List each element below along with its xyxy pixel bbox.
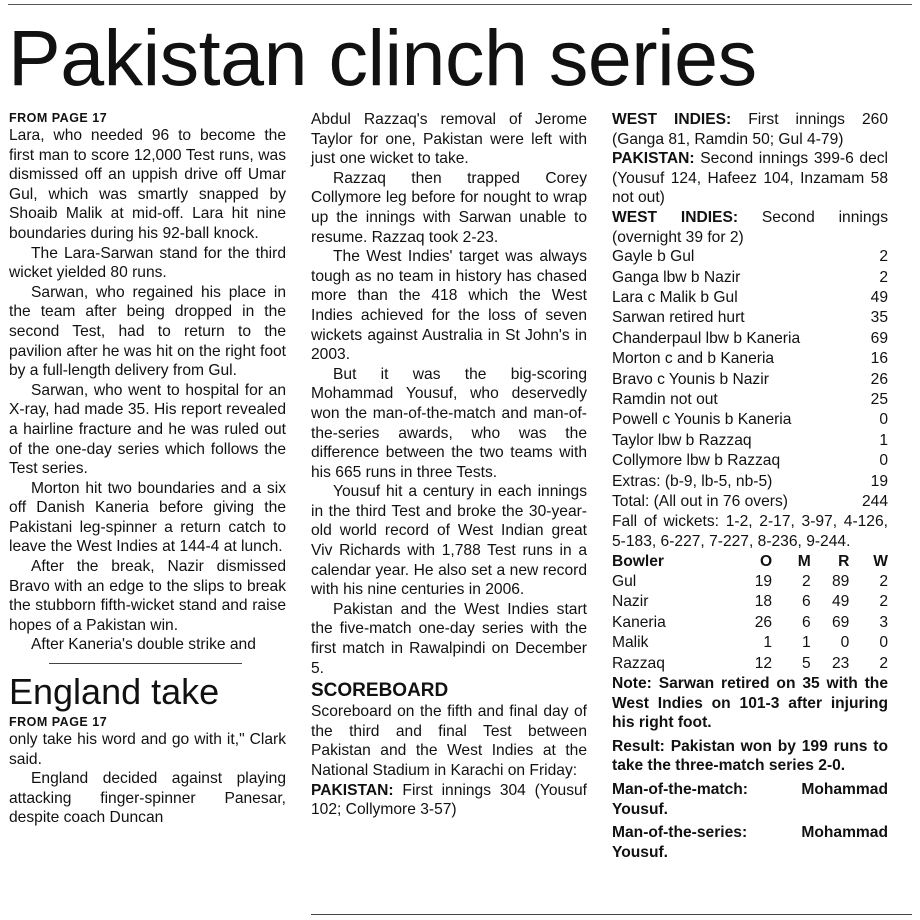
batting-row [612, 247, 888, 267]
column-1 [9, 110, 286, 828]
article-paragraph: Sarwan, who regained his place in the team after being dropped in the second Test, had to return to the pavilion after he was hit on the right foot by a full-length delivery from Gul. [9, 283, 286, 380]
batsman-runs: 26 [870, 370, 888, 388]
batting-row [612, 492, 888, 512]
batsman-dismissal: Ganga lbw b Nazir [612, 268, 741, 286]
batsman-dismissal: Lara c Malik b Gul [612, 288, 738, 306]
headline: Pakistan clinch series [8, 13, 757, 102]
article-paragraph: After Kaneria's double strike and [31, 636, 256, 654]
bowling-figure: 49 [831, 593, 850, 611]
bowler-name: Kaneria [612, 613, 666, 631]
innings-summary: First innings 260 (Ganga 81, Ramdin 50; Gul 4-79) [612, 111, 888, 148]
article-paragraph: England decided against playing attacking finger-spinner Panesar, despite coach Duncan [9, 770, 286, 827]
article-paragraph: The West Indies' target was always tough as no team in history has chased more than the 418 which the West Indies achieved for the loss of seven wickets against Australia in St John's in 2003. [311, 248, 587, 364]
batsman-runs: 25 [870, 391, 888, 408]
bowling-figure: 26 [754, 613, 773, 631]
article-paragraph: Morton hit two boundaries and a six off Danish Kaneria before giving the Pakistani leg-spinner a return catch to leave the West Indies at 144-4 at lunch. [9, 479, 286, 556]
bowler-name: Gul [612, 573, 637, 591]
bowling-figure: 0 [840, 634, 850, 652]
batsman-runs: 16 [870, 350, 888, 368]
batsman-dismissal: Chanderpaul lbw b Kaneria [612, 329, 801, 347]
article-paragraph: Sarwan, who went to hospital for an X-ray, had made 35. His report revealed a hairline fracture and he was ruled out of the one-day series which follows the Test series. [9, 381, 286, 478]
batsman-runs: 2 [879, 268, 888, 286]
batsman-runs: 69 [870, 329, 888, 347]
bowling-figure: 3 [879, 613, 888, 631]
batsman-runs: 49 [870, 288, 888, 306]
bowling-col-header: R [838, 552, 850, 570]
article-paragraph: only take his word and go with it," Clark said. [9, 731, 286, 768]
batting-row [612, 268, 888, 288]
bowling-figure: 2 [879, 654, 888, 672]
batting-row [612, 349, 888, 369]
wi-first-innings [612, 110, 888, 149]
bowling-row [612, 592, 888, 612]
result: Result: Pakistan won by 199 runs to take the three-match series 2-0. [612, 737, 888, 775]
article-paragraph: Pakistan and the West Indies start the five-match one-day series with the first match in Rawalpindi on December 5. [311, 600, 587, 677]
bowling-figure: 19 [754, 573, 773, 591]
note: Note: Sarwan retired on 35 with the West Indies on 101-3 after injuring his right foot. [612, 675, 888, 732]
batsman-dismissal: Ramdin not out [612, 391, 718, 408]
team-label: PAKISTAN: [311, 781, 394, 799]
pak-second-innings [612, 149, 888, 208]
bowling-figure: 2 [879, 593, 888, 611]
batsman-dismissal: Gayle b Gul [612, 248, 695, 266]
batsman-runs: 35 [870, 309, 888, 327]
bowling-figure: 6 [802, 593, 811, 611]
bowling-figure: 2 [802, 573, 811, 591]
wi-second-innings [612, 208, 888, 247]
bowling-row [612, 654, 888, 674]
batting-row [612, 431, 888, 451]
batsman-runs: 0 [879, 411, 888, 429]
bowling-col-header: O [759, 552, 773, 570]
team-label: PAKISTAN: [612, 150, 695, 168]
batsman-dismissal: Bravo c Younis b Nazir [612, 370, 769, 388]
bowling-figure: 6 [802, 613, 811, 631]
article-paragraph: Lara, who needed 96 to become the first man to score 12,000 Test runs, was dismissed off an uppish drive off Umar Gul, which was smartly snapped by Shoaib Malik at mid-off. Lara hit nine boundaries during his 92-ball knock. [9, 127, 286, 242]
column-3 [612, 110, 888, 862]
article-paragraph: Yousuf hit a century in each innings in the third Test and broke the 30-year-old world record of West Indian great Viv Richards with 1,788 Test runs in a calendar year. He also set a new record with his nine centuries in 2006. [311, 483, 587, 599]
batsman-dismissal: Collymore lbw b Razzaq [612, 452, 781, 470]
article-paragraph: Abdul Razzaq's removal of Jerome Taylor for one, Pakistan were left with just one wicket to take. [311, 111, 587, 168]
bowling-figures [612, 552, 888, 674]
man-of-the-match: Man-of-the-match: Mohammad Yousuf. [612, 781, 888, 818]
bowling-figure: 1 [763, 634, 773, 652]
innings-summary: First innings 304 (Yousuf 102; Collymore 3-57) [311, 781, 587, 819]
batting-row [612, 390, 888, 410]
batsman-dismissal: Taylor lbw b Razzaq [612, 431, 752, 449]
innings-summary: Second innings 399-6 decl (Yousuf 124, Hafeez 104, Inzamam 58 not out) [612, 150, 888, 207]
batsman-runs: 244 [861, 493, 888, 511]
bowling-figure: 18 [754, 593, 773, 611]
second-story-headline: England take [9, 671, 220, 713]
bowling-figure: 1 [802, 634, 811, 652]
bowling-figure: 2 [879, 573, 888, 591]
batting-row [612, 308, 888, 328]
bowling-row [612, 633, 888, 653]
article-paragraph: Razzaq then trapped Corey Collymore leg before for nought to wrap up the innings with Sarwan unable to resume. Razzaq took 2-23. [311, 169, 587, 246]
bowler-name: Malik [612, 634, 649, 652]
article-paragraph: But it was the big-scoring Mohammad Yousuf, who deservedly won the man-of-the-match and man-of-the-series awards, who was the difference between the two teams with his 665 runs in three Tests. [311, 365, 587, 481]
batting-row [612, 288, 888, 308]
batsman-runs: 19 [870, 472, 888, 490]
batsman-dismissal: Morton c and b Kaneria [612, 350, 775, 368]
bowling-figure: 89 [831, 573, 850, 591]
bowling-row [612, 613, 888, 633]
bowling-header-row [612, 552, 888, 572]
batting-row [612, 472, 888, 492]
scoreboard-intro: Scoreboard on the fifth and final day of the third and final Test between Pakistan and the West Indies at the National Stadium in Karachi on Friday: [311, 703, 587, 779]
batsman-dismissal: Extras: (b-9, lb-5, nb-5) [612, 472, 773, 490]
bowling-row [612, 572, 888, 592]
batsman-dismissal: Sarwan retired hurt [612, 309, 745, 327]
kicker-from-page: FROM PAGE 17 [9, 111, 108, 125]
batsman-dismissal: Powell c Younis b Kaneria [612, 411, 792, 429]
column-2 [311, 110, 587, 820]
bowling-figure: 12 [754, 654, 773, 672]
top-rule [8, 4, 912, 5]
bowler-name: Razzaq [612, 654, 665, 672]
team-label: WEST INDIES: [612, 208, 739, 226]
bowler-name: Nazir [612, 593, 649, 611]
bowling-figure: 5 [802, 654, 811, 672]
batsman-runs: 0 [879, 452, 888, 470]
batting-row [612, 410, 888, 430]
fall-of-wickets: Fall of wickets: 1-2, 2-17, 3-97, 4-126, 5-183, 6-227, 7-227, 8-236, 9-244. [612, 513, 888, 551]
bowling-col-header: M [797, 552, 811, 570]
batting-row [612, 370, 888, 390]
batting-card [612, 247, 888, 512]
scoreboard-heading: SCOREBOARD [311, 680, 449, 702]
team-label: WEST INDIES: [612, 111, 732, 128]
article-paragraph: After the break, Nazir dismissed Bravo with an edge to the slips to break the stubborn fifth-wicket stand and raise hopes of a Pakistan win. [9, 558, 286, 634]
bowling-figure: 23 [831, 654, 850, 672]
bowling-figure: 69 [831, 613, 850, 631]
batsman-runs: 1 [879, 431, 888, 449]
article-paragraph: The Lara-Sarwan stand for the third wicket yielded 80 runs. [9, 244, 286, 282]
batsman-dismissal: Total: (All out in 76 overs) [612, 493, 788, 511]
story-divider [49, 663, 242, 664]
batting-row [612, 329, 888, 349]
batsman-runs: 2 [879, 248, 888, 266]
second-story-kicker: FROM PAGE 17 [9, 715, 108, 730]
bowling-figure: 0 [879, 634, 888, 652]
pakistan-first-innings [311, 781, 587, 820]
bottom-rule [311, 914, 912, 915]
man-of-the-series: Man-of-the-series: Mohammad Yousuf. [612, 824, 888, 861]
innings-summary: Second innings (overnight 39 for 2) [612, 208, 889, 246]
bowling-col-header: W [873, 552, 888, 570]
bowling-col-header: Bowler [612, 552, 664, 570]
batting-row [612, 451, 888, 471]
